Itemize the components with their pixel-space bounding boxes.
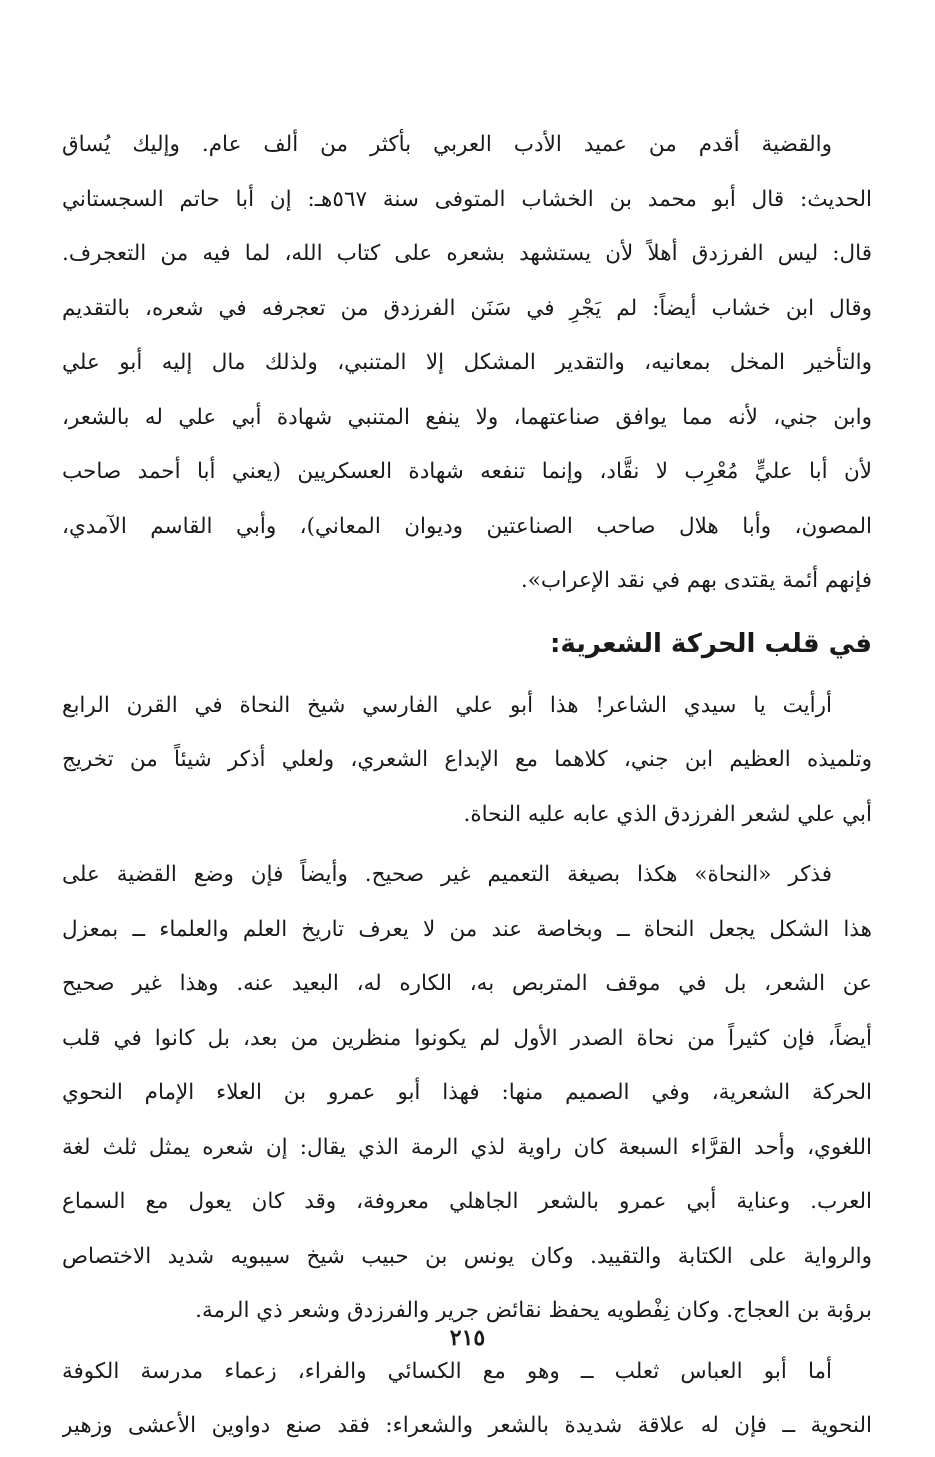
text-line: لأن أبا عليٍّ مُعْرِب لا نقَّاد، وإنما تنفعه شهادة العسكريين (يعني أبا أحمد صاحب	[62, 459, 872, 484]
text-line: هذا الشكل يجعل النحاة ــ وبخاصة عند من لا يعرف تاريخ العلم والعلماء ــ بمعزل	[62, 916, 872, 942]
text-line: وتلميذه العظيم ابن جني، كلاهما مع الإبداع الشعري، ولعلي أذكر شيئاً من تخريج	[62, 747, 872, 772]
text-line: والقضية أقدم من عميد الأدب العربي بأكثر من ألف عام. وإليك يُساق	[62, 132, 832, 157]
page-body	[62, 118, 872, 1454]
text-line: اللغوي، وأحد القرَّاء السبعة كان راوية لذي الرمة الذي يقال: إن شعره يمثل ثلث لغة	[62, 1134, 872, 1160]
paragraph-3	[62, 848, 872, 1339]
text-line: برؤبة بن العجاج. وكان نِفْطويه يحفظ نقائض جرير والفرزدق وشعر ذي الرمة.	[195, 1298, 872, 1323]
paragraph-2	[62, 679, 872, 843]
text-line: فإنهم أئمة يقتدى بهم في نقد الإعراب».	[520, 568, 872, 593]
text-line: العرب. وعناية أبي عمرو بالشعر الجاهلي معروفة، وقد كان يعول مع السماع	[62, 1189, 872, 1214]
paragraph-4	[62, 1345, 872, 1454]
page-number: ٢١٥	[449, 1325, 486, 1351]
text-line: الحديث: قال أبو محمد بن الخشاب المتوفى سنة ٥٦٧هـ: إن أبا حاتم السجستاني	[62, 186, 872, 212]
text-line: والتأخير المخل بمعانيه، والتقدير المشكل إلا المتنبي، ولذلك مال إليه أبو علي	[62, 350, 872, 375]
text-line: أما أبو العباس ثعلب ــ وهو مع الكسائي والفراء، زعماء مدرسة الكوفة	[62, 1358, 832, 1384]
text-line: وابن جني، لأنه مما يوافق صناعتهما، ولا ينفع المتنبي شهادة أبي علي له بالشعر،	[62, 404, 872, 430]
text-line: الحركة الشعرية، وفي الصميم منها: فهذا أبو عمرو بن العلاء الإمام النحوي	[62, 1080, 872, 1105]
text-line: وقال ابن خشاب أيضاً: لم يَجْرِ في سَنَن الفرزدق من تعجرفه في شعره، بالتقديم	[62, 295, 872, 321]
text-line: عن الشعر، بل في موقف المتربص به، الكاره له، البعيد عنه. وهذا غير صحيح	[62, 971, 872, 996]
text-line: أيضاً، فإن كثيراً من نحاة الصدر الأول لم يكونوا منظرين من بعد، بل كانوا في قلب	[62, 1025, 872, 1051]
text-line: قال: ليس الفرزدق أهلاً لأن يستشهد بشعره على كتاب الله، لما فيه من التعجرف.	[62, 241, 872, 266]
paragraph-1	[62, 118, 872, 609]
text-line: أرأيت يا سيدي الشاعر! هذا أبو علي الفارسي شيخ النحاة في القرن الرابع	[62, 692, 832, 718]
text-line: المصون، وأبا هلال صاحب الصناعتين وديوان المعاني)، وأبي القاسم الآمدي،	[62, 513, 872, 539]
text-line: أبي علي لشعر الفرزدق الذي عابه عليه النحاة.	[463, 801, 872, 827]
section-heading: في قلب الحركة الشعرية:	[549, 628, 872, 659]
text-line: والرواية على الكتابة والتقييد. وكان يونس بن حبيب شيخ سيبويه شديد الاختصاص	[62, 1243, 872, 1269]
text-line: النحوية ــ فإن له علاقة شديدة بالشعر والشعراء: فقد صنع دواوين الأعشى وزهير	[62, 1413, 872, 1438]
text-line: فذكر «النحاة» هكذا بصيغة التعميم غير صحيح. وأيضاً فإن وضع القضية على	[62, 862, 832, 887]
